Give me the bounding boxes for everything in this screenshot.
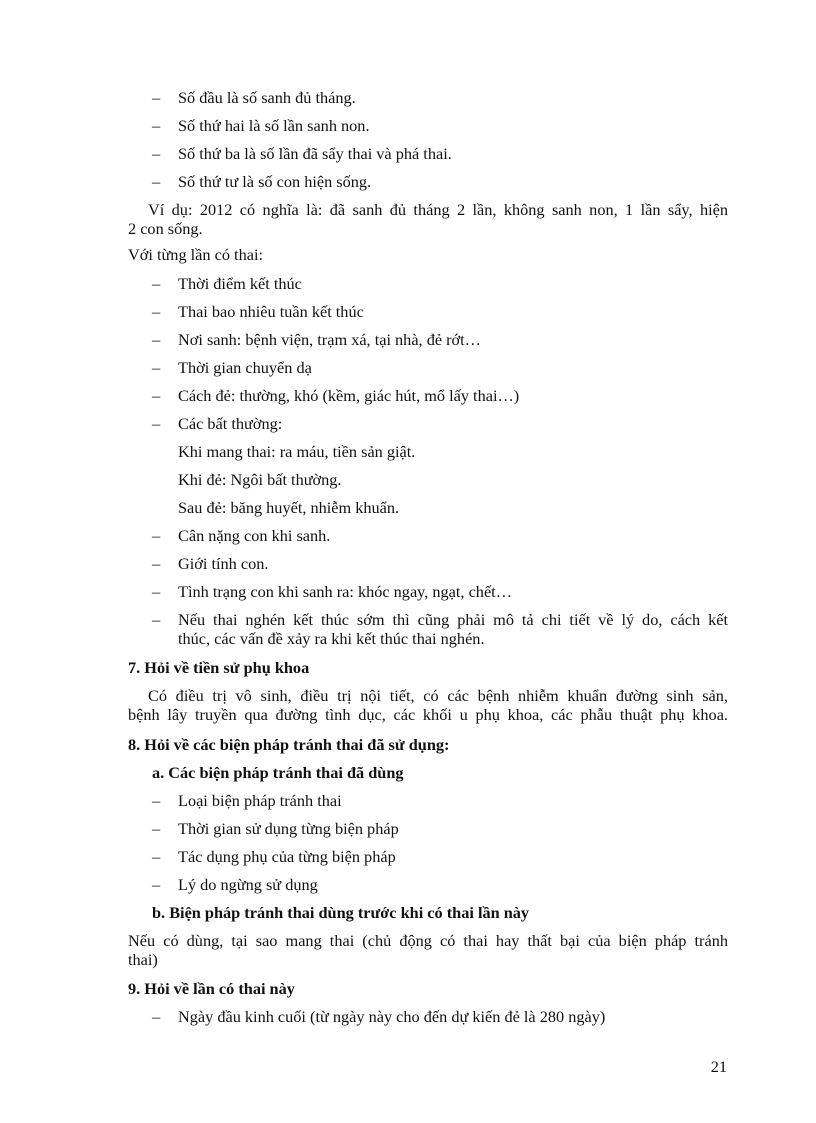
list-item: Tình trạng con khi sanh ra: khóc ngay, ngạt, chết… <box>178 582 512 601</box>
list-item: Số đầu là số sanh đủ tháng. <box>178 88 356 107</box>
list-dash: – <box>152 144 161 163</box>
paragraph: Với từng lần có thai: <box>128 245 263 264</box>
list-item: Loại biện pháp tránh thai <box>178 791 342 810</box>
list-item: Thời gian sử dụng từng biện pháp <box>178 819 399 838</box>
list-dash: – <box>152 610 161 629</box>
list-dash: – <box>152 386 161 405</box>
list-item-continuation: thúc, các vấn đề xảy ra khi kết thúc thai nghén. <box>178 629 485 648</box>
list-item: Thời điểm kết thúc <box>178 274 302 293</box>
list-dash: – <box>152 302 161 321</box>
section-7-paragraph-line: Có điều trị vô sinh, điều trị nội tiết, có các bệnh nhiễm khuẩn đường sinh sản, <box>148 686 728 705</box>
list-dash: – <box>152 1007 161 1026</box>
list-dash: – <box>152 791 161 810</box>
list-dash: – <box>152 554 161 573</box>
list-dash: – <box>152 172 161 191</box>
list-item: Các bất thường: <box>178 414 283 433</box>
list-item: Thời gian chuyển dạ <box>178 358 312 377</box>
list-dash: – <box>152 875 161 894</box>
section-8b-paragraph-line: thai) <box>128 950 158 969</box>
list-dash: – <box>152 847 161 866</box>
list-item: Cân nặng con khi sanh. <box>178 526 331 545</box>
list-dash: – <box>152 582 161 601</box>
list-dash: – <box>152 116 161 135</box>
list-dash: – <box>152 819 161 838</box>
list-item: Tác dụng phụ của từng biện pháp <box>178 847 396 866</box>
list-item: Giới tính con. <box>178 554 269 573</box>
list-item: Lý do ngừng sử dụng <box>178 875 318 894</box>
list-dash: – <box>152 330 161 349</box>
section-8b-paragraph-line: Nếu có dùng, tại sao mang thai (chủ động có thai hay thất bại của biện pháp tránh <box>128 931 728 950</box>
list-dash: – <box>152 274 161 293</box>
section-8b-heading: b. Biện pháp tránh thai dùng trước khi có thai lần này <box>152 903 530 922</box>
example-paragraph-line: 2 con sống. <box>128 219 203 238</box>
list-item: Cách đẻ: thường, khó (kềm, giác hút, mổ lấy thai…) <box>178 386 520 405</box>
section-8-heading: 8. Hỏi về các biện pháp tránh thai đã sử dụng: <box>128 735 450 754</box>
list-item: Số thứ ba là số lần đã sẩy thai và phá thai. <box>178 144 452 163</box>
sub-item: Khi mang thai: ra máu, tiền sản giật. <box>178 442 416 461</box>
list-item: Số thứ hai là số lần sanh non. <box>178 116 370 135</box>
section-8a-heading: a. Các biện pháp tránh thai đã dùng <box>152 763 404 782</box>
list-dash: – <box>152 88 161 107</box>
section-7-paragraph-line: bệnh lây truyền qua đường tình dục, các khối u phụ khoa, các phẫu thuật phụ khoa. <box>128 705 728 724</box>
list-dash: – <box>152 526 161 545</box>
section-7-heading: 7. Hỏi về tiền sử phụ khoa <box>128 658 310 677</box>
example-paragraph-line: Ví dụ: 2012 có nghĩa là: đã sanh đủ tháng 2 lần, không sanh non, 1 lần sẩy, hiện <box>148 200 728 219</box>
section-9-heading: 9. Hỏi về lần có thai này <box>128 979 295 998</box>
list-item: Nơi sanh: bệnh viện, trạm xá, tại nhà, đẻ rớt… <box>178 330 481 349</box>
page-number: 21 <box>710 1057 727 1076</box>
list-item: Nếu thai nghén kết thúc sớm thì cũng phải mô tả chi tiết về lý do, cách kết <box>178 610 728 629</box>
list-dash: – <box>152 414 161 433</box>
list-dash: – <box>152 358 161 377</box>
list-item: Số thứ tư là số con hiện sống. <box>178 172 372 191</box>
list-item: Ngày đầu kinh cuối (từ ngày này cho đến dự kiến đẻ là 280 ngày) <box>178 1007 606 1026</box>
list-item: Thai bao nhiêu tuần kết thúc <box>178 302 364 321</box>
sub-item: Khi đẻ: Ngôi bất thường. <box>178 470 342 489</box>
sub-item: Sau đẻ: băng huyết, nhiễm khuẩn. <box>178 498 400 517</box>
